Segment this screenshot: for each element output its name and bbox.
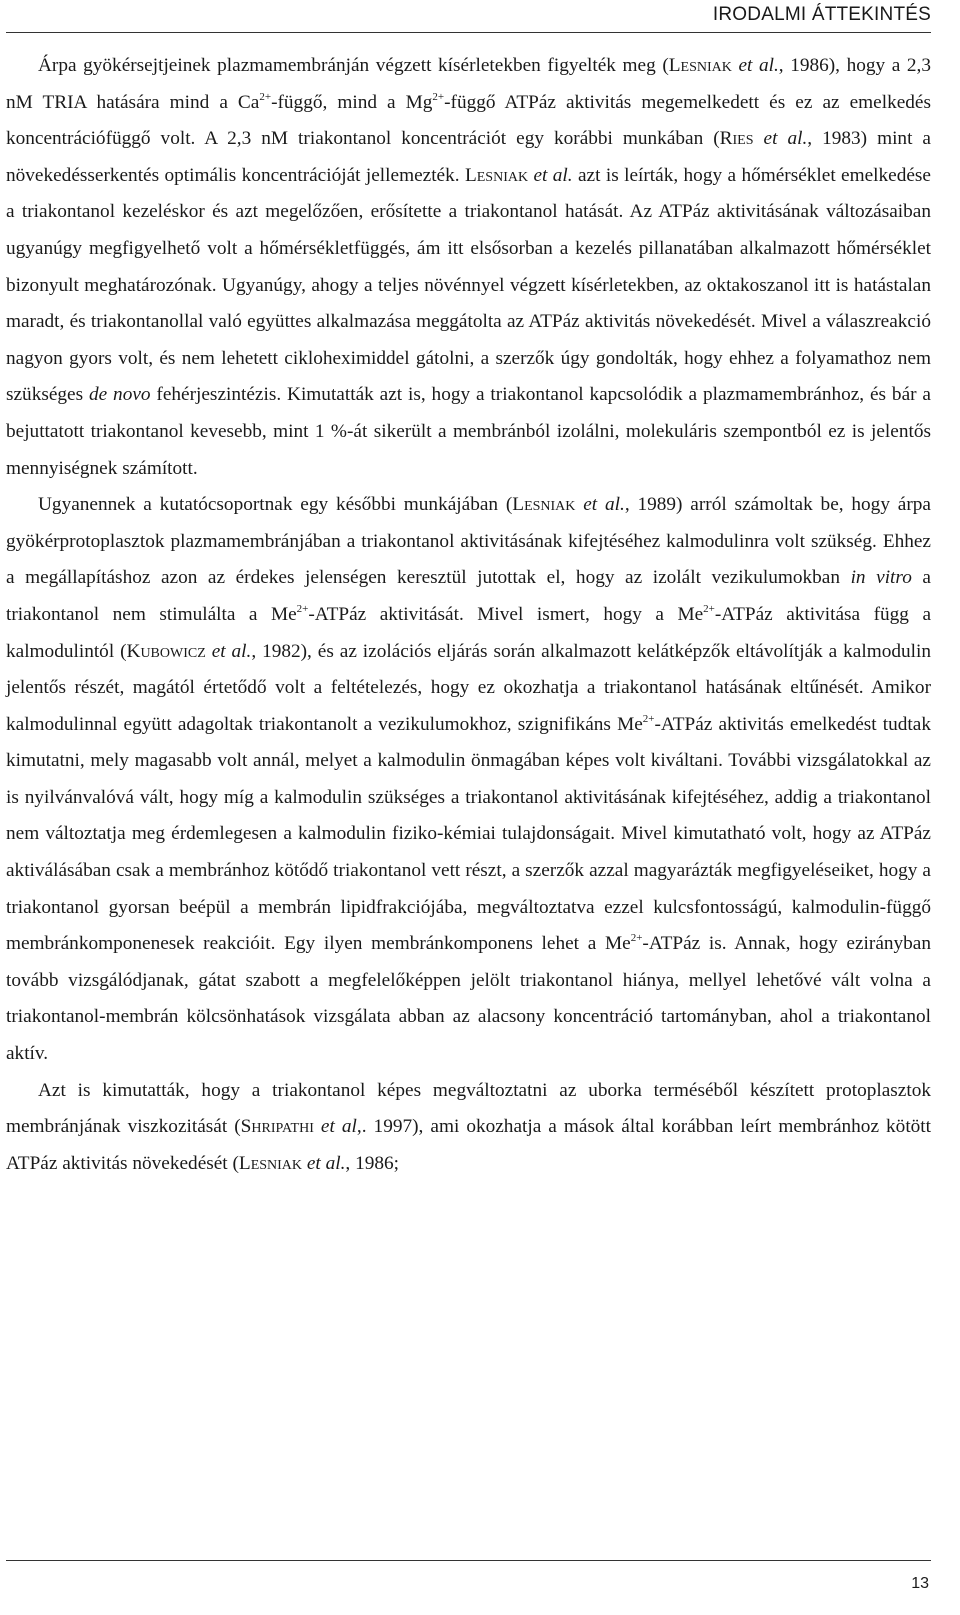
author-citation: Shripathi	[240, 1116, 314, 1138]
running-header	[6, 0, 931, 33]
text-run: ,. 1997), ami okozhatja a mások által korábban leírt membránhoz kötött ATPáz aktivitás növekedését (	[6, 1116, 932, 1174]
superscript: 2+	[259, 90, 272, 103]
et-al: et al	[320, 1116, 357, 1138]
text-run: a triakontanol nem stimulálta a Me	[6, 567, 931, 625]
footer-rule	[6, 1560, 931, 1561]
superscript: 2+	[432, 90, 445, 103]
text-run: Árpa gyökérsejtjeinek plazmamembránján végzett kísérletekben figyelték meg (	[38, 55, 669, 76]
text-run: , 1986), hogy a 2,3 nM TRIA hatására mind a Ca	[6, 55, 931, 113]
et-al: et al.	[738, 55, 779, 76]
text-run: azt is leírták, hogy a hőmérséklet emelkedése a triakontanol kezeléskor és azt megelőzően, erősítette a triakontanol hatását. Az ATPáz aktivitásának változásaiban ugyanúgy megfigyelhető volt a hőmérsékletfüggés, ám itt elsősorban a kezelés pillanatában alkalmazott hőmérséklet bizonyult meghatározónak. Ugyanúgy, ahogy a teljes növénnyel végzett kísérletekben, az oktakoszanol itt is hatástalan maradt, és triakontanollal való együttes alkalmazása meggátolta az ATPáz aktivitás növekedését. Mivel a válaszreakció nagyon gyors volt, és nem lehetett cikloheximiddel gátolni, a szerzők úgy gondolták, hogy ehhez a folyamathoz nem szükséges	[6, 164, 931, 406]
et-al: et al.	[763, 128, 808, 150]
author-citation: Lesniak	[668, 55, 732, 76]
page-number: 13	[911, 1575, 929, 1592]
superscript: 2+	[296, 602, 309, 615]
text-run: -függő, mind a Mg	[271, 91, 433, 113]
text-run: -ATPáz is. Annak, hogy ezirányban tovább vizsgálódjanak, gátat szabott a megfelelőképpen jelölt triakontanol hiánya, mellyel lehetővé vált volna a triakontanol-membrán kölcsönhatások vizsgálata abban az alacsony koncentráció tartományban, ahol a triakontanol aktív.	[6, 933, 931, 1065]
body-text	[6, 48, 931, 1182]
superscript: 2+	[642, 712, 655, 725]
author-citation: Kubowicz	[126, 640, 206, 662]
text-run: -függő ATPáz aktivitás megemelkedett és ez az emelkedés koncentrációfüggő volt. A 2,3 nM triakontanol koncentrációt egy korábbi munkában (	[6, 91, 931, 150]
author-citation: Ries	[719, 128, 754, 150]
et-al: et al.	[533, 164, 573, 186]
text-run: Ugyanennek a kutatócsoportnak egy későbbi munkájában (	[38, 494, 513, 516]
author-citation: Lesniak	[512, 494, 576, 516]
text-run: -ATPáz aktivitását. Mivel ismert, hogy a Me	[308, 603, 704, 625]
section-title: IRODALMI ÁTTEKINTÉS	[712, 4, 931, 25]
text-run: , 1983) mint a növekedésserkentés optimális koncentrációját jellemezték.	[6, 128, 931, 186]
text-run: , 1982), és az izolációs eljárás során alkalmazott kelátképzők eltávolítják a kalmodulin jelentős részét, magától értetődő volt a feltételezés, hogy ez okozhatja a triakontanol hatásának eltűnését. Amikor kalmodulinnal együtt adagoltak triakontanolt a vezikulumokhoz, szignifikáns Me	[6, 640, 931, 735]
author-citation: Lesniak	[464, 164, 529, 186]
italic-term: de novo	[88, 384, 151, 406]
paragraph-3	[6, 1073, 931, 1183]
author-citation: Lesniak	[238, 1152, 303, 1174]
et-al: et al.	[306, 1152, 346, 1174]
text-run: Azt is kimutatták, hogy a triakontanol képes megváltoztatni az uborka terméséből készített protoplasztok membránjának viszkozitását (	[6, 1079, 931, 1138]
superscript: 2+	[630, 932, 643, 945]
text-run: fehérjeszintézis. Kimutatták azt is, hogy a triakontanol kapcsolódik a plazmamembránhoz, és bár a bejuttatott triakontanol kevesebb, mint 1 %-át sikerült a membránból izolálni, molekuláris szempontból ez is jelentős mennyiségnek számított.	[6, 384, 931, 479]
paragraph-2	[6, 487, 931, 1073]
superscript: 2+	[703, 602, 715, 615]
text-run: , 1986;	[345, 1152, 399, 1174]
paragraph-1	[6, 48, 931, 487]
text-run: , 1989) arról számoltak be, hogy árpa gyökérprotoplasztok plazmamembránjában a triakontanol aktivitásának kifejtéséhez kalmodulinra volt szükség. Ehhez a megállapításhoz azon az érdekes jelenségen keresztül jutottak el, hogy az izolált vezikulumokban	[6, 494, 931, 589]
italic-term: in vitro	[850, 567, 912, 589]
text-run: -ATPáz aktivitása függ a kalmodulintól (	[6, 603, 931, 662]
et-al: et al.	[583, 494, 625, 516]
et-al: et al.	[211, 640, 252, 662]
text-run: -ATPáz aktivitás emelkedést tudtak kimutatni, mely magasabb volt annál, melyet a kalmodulin önmagában képes volt kiváltani. További vizsgálatokkal az is nyilvánvalóvá vált, hogy míg a kalmodulin szükséges a triakontanol aktivitásának kifejtéséhez, addig a triakontanol nem változtatja meg érdemlegesen a kalmodulin fiziko-kémiai tulajdonságait. Mivel kimutatható volt, hogy az ATPáz aktiválásában csak a membránhoz kötődő triakontanol vett részt, a szerzők azzal magyarázták megfigyeléseiket, hogy a triakontanol gyorsan beépül a membrán lipidfrakciójába, megváltoztatva ezzel kulcsfontosságú, kalmodulin-függő membránkomponenesek reakcióit. Egy ilyen membránkomponens lehet a Me	[6, 713, 931, 955]
